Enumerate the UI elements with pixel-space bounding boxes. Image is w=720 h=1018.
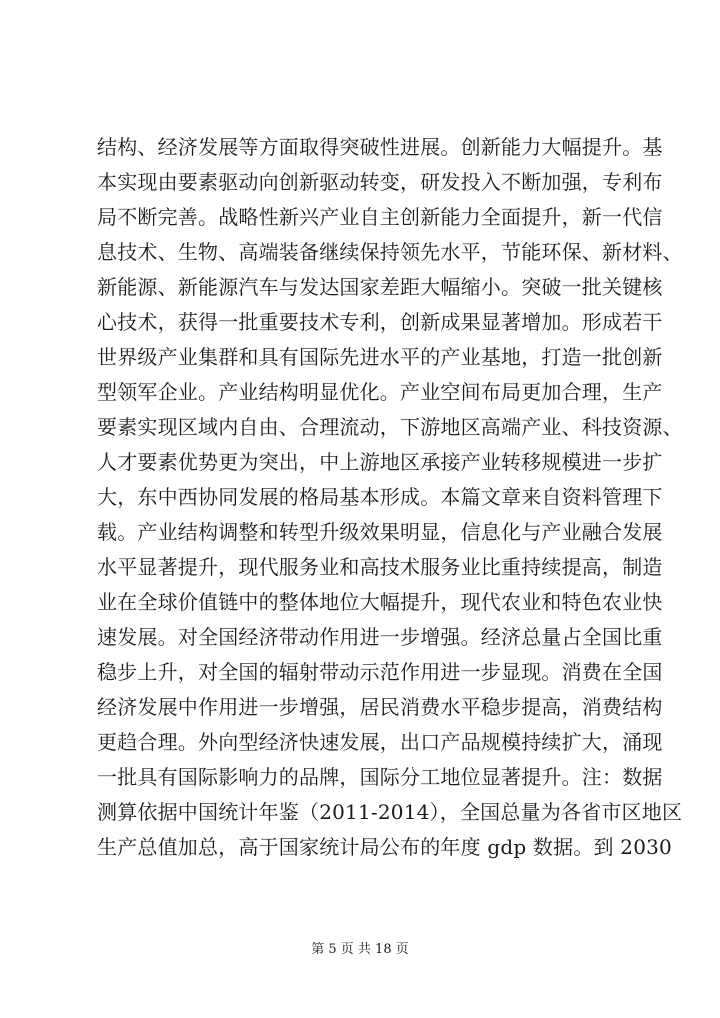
- text-line: 息技术、生物、高端装备继续保持领先水平，节能环保、新材料、: [97, 240, 683, 264]
- text-line: 要素实现区域内自由、合理流动，下游地区高端产业、科技资源、: [97, 415, 683, 439]
- text-line: 稳步上升，对全国的辐射带动示范作用进一步显现。消费在全国: [97, 660, 663, 684]
- text-line: 测算依据中国统计年鉴（2011-2014），全国总量为各省市区地区: [97, 800, 683, 824]
- text-line: 生产总值加总，高于国家统计局公布的年度 gdp 数据。到 2030: [97, 835, 672, 859]
- text-line: 局不断完善。战略性新兴产业自主创新能力全面提升，新一代信: [97, 205, 663, 229]
- text-line: 本实现由要素驱动向创新驱动转变，研发投入不断加强，专利布: [97, 170, 663, 194]
- page-number-footer: 第 5 页 共 18 页: [311, 942, 409, 957]
- text-line: 载。产业结构调整和转型升级效果明显，信息化与产业融合发展: [97, 520, 663, 544]
- body-text: [97, 130, 683, 865]
- text-line: 水平显著提升，现代服务业和高技术服务业比重持续提高，制造: [97, 555, 663, 579]
- text-line: 经济发展中作用进一步增强，居民消费水平稳步提高，消费结构: [97, 695, 663, 719]
- text-line: 型领军企业。产业结构明显优化。产业空间布局更加合理，生产: [97, 380, 663, 404]
- text-line: 速发展。对全国经济带动作用进一步增强。经济总量占全国比重: [97, 625, 663, 649]
- text-line: 世界级产业集群和具有国际先进水平的产业基地，打造一批创新: [97, 345, 663, 369]
- text-line: 新能源、新能源汽车与发达国家差距大幅缩小。突破一批关键核: [97, 275, 663, 299]
- text-line: 结构、经济发展等方面取得突破性进展。创新能力大幅提升。基: [97, 135, 663, 159]
- text-line: 心技术，获得一批重要技术专利，创新成果显著增加。形成若干: [97, 310, 663, 334]
- text-line: 人才要素优势更为突出，中上游地区承接产业转移规模进一步扩: [97, 450, 663, 474]
- text-line: 更趋合理。外向型经济快速发展，出口产品规模持续扩大，涌现: [97, 730, 663, 754]
- text-line: 业在全球价值链中的整体地位大幅提升，现代农业和特色农业快: [97, 590, 663, 614]
- text-line: 大，东中西协同发展的格局基本形成。本篇文章来自资料管理下: [97, 485, 663, 509]
- text-line: 一批具有国际影响力的品牌，国际分工地位显著提升。注：数据: [97, 765, 663, 789]
